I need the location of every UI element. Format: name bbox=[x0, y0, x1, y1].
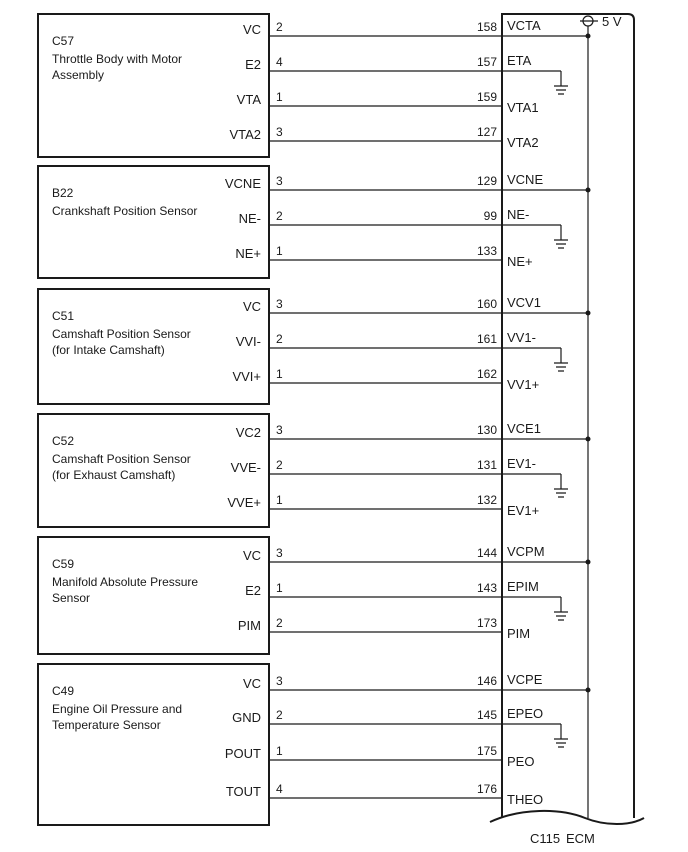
ecm-pin-name: VTA1 bbox=[507, 100, 539, 115]
sensor-pin-name: POUT bbox=[224, 746, 261, 761]
sensor-pin-number: 2 bbox=[276, 458, 283, 472]
ecm-pin-number: 173 bbox=[476, 616, 497, 630]
ecm-pin-number: 159 bbox=[476, 90, 497, 104]
sensor-pin-name: VC bbox=[242, 548, 261, 563]
sensor-pin-number: 3 bbox=[276, 423, 283, 437]
ecm-pin-name: PEO bbox=[507, 754, 535, 769]
ecm-pin-name: ETA bbox=[507, 53, 532, 68]
sensor-pin-number: 2 bbox=[276, 708, 283, 722]
ecm-pin-number: 129 bbox=[476, 174, 497, 188]
sensor-pin-name: VVI+ bbox=[232, 369, 261, 384]
sensor-code: C57 bbox=[52, 34, 75, 48]
sensor-pin-name: VVE+ bbox=[227, 495, 261, 510]
sensor-code: B22 bbox=[52, 186, 74, 200]
ecm-pin-name: VV1- bbox=[507, 330, 536, 345]
sensor-pin-number: 1 bbox=[276, 744, 283, 758]
junction-dot bbox=[586, 188, 591, 193]
ecm-pin-name: VV1+ bbox=[507, 377, 540, 392]
sensor-name-line: (for Intake Camshaft) bbox=[52, 343, 165, 357]
ecm-name: ECM bbox=[566, 831, 595, 846]
sensor-name-line: Sensor bbox=[52, 591, 91, 605]
sensor-pin-name: VC bbox=[242, 299, 261, 314]
ecm-pin-number: 175 bbox=[476, 744, 497, 758]
ecm-pin-number: 146 bbox=[476, 674, 497, 688]
sensor-pin-number: 1 bbox=[276, 493, 283, 507]
ecm-connector-code: C115 bbox=[530, 831, 561, 846]
sensor-pin-name: VCNE bbox=[224, 176, 261, 191]
ecm-pin-name: EV1+ bbox=[507, 503, 540, 518]
ecm-pin-number: 162 bbox=[476, 367, 497, 381]
sensor-pin-name: E2 bbox=[245, 57, 261, 72]
ecm-pin-name: VCNE bbox=[507, 172, 544, 187]
ecm-pin-number: 131 bbox=[476, 458, 497, 472]
sensor-pin-name: NE+ bbox=[235, 246, 261, 261]
sensor-code: C52 bbox=[52, 434, 75, 448]
sensor-c52 bbox=[38, 414, 591, 527]
sensor-pin-number: 3 bbox=[276, 125, 283, 139]
sensor-pin-number: 3 bbox=[276, 674, 283, 688]
ecm-pin-name: VCPE bbox=[507, 672, 543, 687]
sensor-pin-number: 2 bbox=[276, 20, 283, 34]
ecm-pin-number: 145 bbox=[476, 708, 497, 722]
ecm-pin-name: NE- bbox=[507, 207, 530, 222]
sensor-pin-name: VVI- bbox=[235, 334, 261, 349]
sensor-name-line: (for Exhaust Camshaft) bbox=[52, 468, 176, 482]
ecm-pin-number: 160 bbox=[476, 297, 497, 311]
sensor-name-line: Assembly bbox=[52, 68, 105, 82]
ecm-pin-number: 176 bbox=[476, 782, 497, 796]
sensor-code: C51 bbox=[52, 309, 75, 323]
sensor-pin-number: 3 bbox=[276, 174, 283, 188]
sensor-name-line: Engine Oil Pressure and bbox=[52, 702, 183, 716]
ecm-pin-number: 143 bbox=[476, 581, 497, 595]
sensor-pin-name: VC bbox=[242, 22, 261, 37]
sensor-name-line: Manifold Absolute Pressure bbox=[52, 575, 199, 589]
junction-dot bbox=[586, 311, 591, 316]
sensor-pin-number: 2 bbox=[276, 332, 283, 346]
sensor-pin-number: 2 bbox=[276, 616, 283, 630]
ecm-pin-number: 157 bbox=[476, 55, 497, 69]
sensor-pin-name: VTA2 bbox=[229, 127, 261, 142]
ecm-pin-number: 158 bbox=[476, 20, 497, 34]
sensor-pin-number: 1 bbox=[276, 367, 283, 381]
ecm-pin-name: NE+ bbox=[507, 254, 533, 269]
sensor-code: C49 bbox=[52, 684, 75, 698]
ecm-pin-number: 161 bbox=[476, 332, 497, 346]
sensor-name-line: Camshaft Position Sensor bbox=[52, 327, 191, 341]
sensor-pin-name: VC2 bbox=[235, 425, 261, 440]
ecm-pin-name: THEO bbox=[507, 792, 544, 807]
ecm-pin-number: 144 bbox=[476, 546, 497, 560]
junction-dot bbox=[586, 437, 591, 442]
ecm-pin-number: 130 bbox=[476, 423, 497, 437]
junction-dot bbox=[586, 688, 591, 693]
sensor-pin-name: NE- bbox=[238, 211, 261, 226]
ecm-pin-name: VTA2 bbox=[507, 135, 539, 150]
sensor-pin-number: 3 bbox=[276, 297, 283, 311]
ecm-pin-number: 127 bbox=[476, 125, 497, 139]
ecm-pin-name: VCE1 bbox=[507, 421, 541, 436]
sensor-pin-name: E2 bbox=[245, 583, 261, 598]
ecm-pin-name: VCPM bbox=[507, 544, 545, 559]
sensor-pin-number: 1 bbox=[276, 90, 283, 104]
sensor-pin-name: VTA bbox=[236, 92, 261, 107]
ecm-pin-name: EPEO bbox=[507, 706, 544, 721]
sensor-pin-number: 1 bbox=[276, 581, 283, 595]
ecm-pin-number: 132 bbox=[476, 493, 497, 507]
sensor-pin-name: TOUT bbox=[225, 784, 261, 799]
sensor-pin-number: 4 bbox=[276, 782, 283, 796]
sensor-pin-name: PIM bbox=[237, 618, 261, 633]
ecm-pin-name: PIM bbox=[507, 626, 531, 641]
sensor-pin-name: GND bbox=[232, 710, 261, 725]
ecm-pin-number: 99 bbox=[483, 209, 497, 223]
sensor-pin-number: 2 bbox=[276, 209, 283, 223]
junction-dot bbox=[586, 560, 591, 565]
sensor-code: C59 bbox=[52, 557, 75, 571]
ecm-pin-name: EV1- bbox=[507, 456, 536, 471]
ecm-pin-name: VCV1 bbox=[507, 295, 541, 310]
power-label: 5 V bbox=[602, 14, 622, 29]
sensor-name-line: Crankshaft Position Sensor bbox=[52, 204, 198, 218]
sensor-name-line: Temperature Sensor bbox=[52, 718, 161, 732]
sensor-name-line: Throttle Body with Motor bbox=[52, 52, 183, 66]
junction-dot bbox=[586, 34, 591, 39]
ecm-pin-name: EPIM bbox=[507, 579, 539, 594]
sensor-pin-name: VVE- bbox=[230, 460, 261, 475]
ecm-pin-number: 133 bbox=[476, 244, 497, 258]
ecm-pin-name: VCTA bbox=[507, 18, 541, 33]
sensor-pin-number: 4 bbox=[276, 55, 283, 69]
sensor-pin-name: VC bbox=[242, 676, 261, 691]
sensor-pin-number: 3 bbox=[276, 546, 283, 560]
sensor-name-line: Camshaft Position Sensor bbox=[52, 452, 191, 466]
sensor-pin-number: 1 bbox=[276, 244, 283, 258]
